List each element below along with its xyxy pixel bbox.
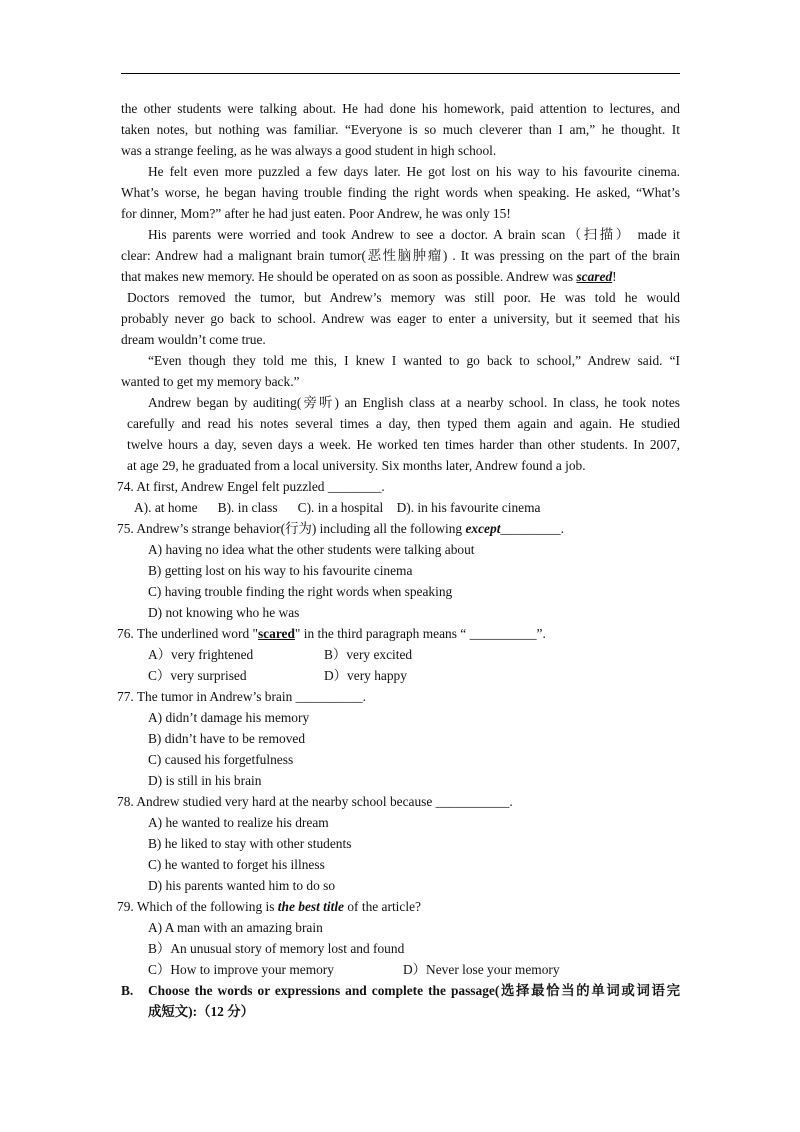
stem-blank: _________. [500,521,565,536]
option-c: C) having trouble finding the right words when speaking [148,584,453,599]
passage-line [121,269,680,284]
passage-line: at age 29, he graduated from a local university. Six months later, Andrew found a job. [127,458,586,473]
option-d: D）Never lose your memory [403,962,560,977]
stem-text-end: " in the third paragraph means “ __________”. [294,626,546,641]
scared-word: scared [576,269,613,284]
option-b: B）An unusual story of memory lost and found [148,941,405,956]
stem-text: 79. Which of the following is [117,899,278,914]
question-78-stem: 78. Andrew studied very hard at the nearby school because ___________. [117,794,513,809]
passage-line: He felt even more puzzled a few days later. He got lost on his way to his favourite cinema. [148,164,680,179]
passage-line: was a strange feeling, as he was always a good student in high school. [121,143,497,158]
question-79-stem [117,899,421,914]
stem-text: 76. The underlined word " [117,626,258,641]
passage-line: wanted to get my memory back.” [121,374,300,389]
option-d: D) not knowing who he was [148,605,300,620]
passage-punct: ! [612,269,617,284]
option-a: A) having no idea what the other students were talking about [148,542,475,557]
option-b: B）very excited [324,647,413,662]
section-instruction-cont: 成短文):（12 分） [148,1004,254,1019]
stem-word: scared [257,626,295,641]
option-c: C）How to improve your memory [148,962,334,977]
option-c: C) he wanted to forget his illness [148,857,325,872]
stem-text: 75. Andrew’s strange behavior(行为) including all the following [117,521,466,536]
passage-line: Andrew began by auditing(旁听) an English class at a nearby school. In class, he took notes [148,395,680,410]
section-letter: B. [121,983,134,998]
passage-line: “Even though they told me this, I knew I wanted to go back to school,” Andrew said. “I [148,353,680,368]
option-b: B) didn’t have to be removed [148,731,306,746]
option-b: B) he liked to stay with other students [148,836,352,851]
option-a: A) didn’t damage his memory [148,710,310,725]
passage-line: carefully and read his notes several times a day, then typed them again and again. He studied [127,416,680,431]
passage-line: His parents were worried and took Andrew to see a doctor. A brain scan（扫描） made it [148,227,680,242]
passage-line: dream wouldn’t come true. [121,332,266,347]
option-d: D）very happy [324,668,407,683]
passage-line: clear: Andrew had a malignant brain tumor(恶性脑肿瘤) . It was pressing on the part of the brain [121,248,680,263]
passage-text: that makes new memory. He should be operated on as soon as possible. Andrew was [121,269,577,284]
option-d: D) his parents wanted him to do so [148,878,336,893]
header-rule [121,73,680,74]
option-a: A) A man with an amazing brain [148,920,323,935]
stem-emphasis: except [465,521,501,536]
option-c: C）very surprised [148,668,247,683]
passage-line: taken notes, but nothing was familiar. “Everyone is so much cleverer than I am,” he thought. It [121,122,680,137]
passage-line: the other students were talking about. He had done his homework, paid attention to lectures, and [121,101,680,116]
question-74-stem: 74. At first, Andrew Engel felt puzzled ________. [117,479,385,494]
option-c: C) caused his forgetfulness [148,752,294,767]
stem-emphasis: the best title [277,899,344,914]
question-74-options: A). at home B). in class C). in a hospital D). in his favourite cinema [134,500,541,515]
passage-line: for dinner, Mom?” after he had just eaten. Poor Andrew, he was only 15! [121,206,511,221]
question-75-stem [117,521,564,536]
passage-line: Doctors removed the tumor, but Andrew’s memory was still poor. He was told he would [127,290,680,305]
option-d: D) is still in his brain [148,773,262,788]
question-76-stem [117,626,546,641]
option-a: A) he wanted to realize his dream [148,815,329,830]
question-77-stem: 77. The tumor in Andrew’s brain __________. [117,689,366,704]
option-b: B) getting lost on his way to his favourite cinema [148,563,413,578]
passage-line: What’s worse, he began having trouble finding the right words when speaking. He asked, “What’s [121,185,680,200]
stem-text-end: of the article? [344,899,421,914]
section-instruction: Choose the words or expressions and complete the passage(选择最恰当的单词或词语完 [148,983,680,998]
option-a: A）very frightened [148,647,254,662]
passage-line: twelve hours a day, seven days a week. He worked ten times harder than other students. In 2007, [127,437,680,452]
passage-line: probably never go back to school. Andrew was eager to enter a university, but it seemed that his [121,311,680,326]
